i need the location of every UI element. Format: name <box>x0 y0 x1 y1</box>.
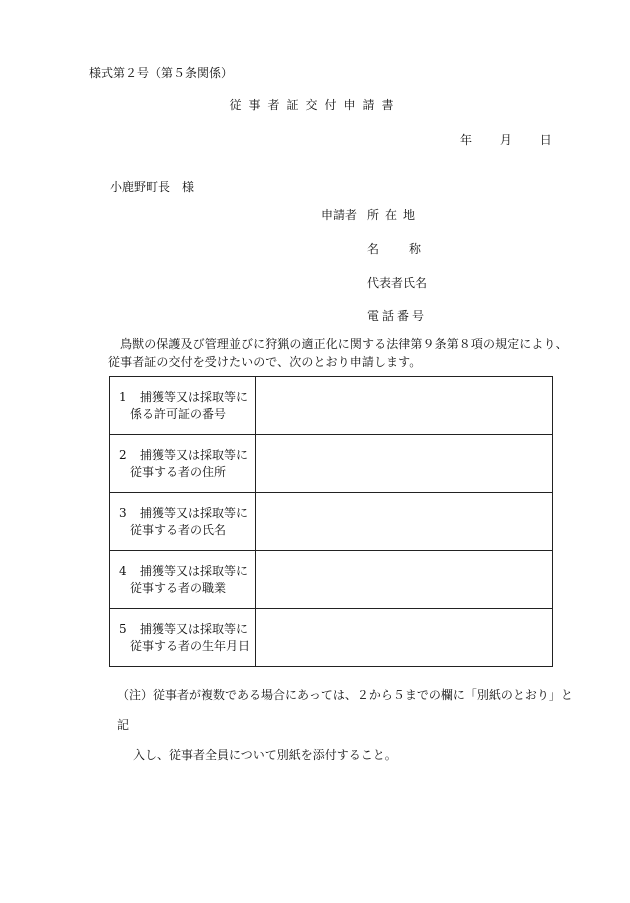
row-label <box>110 493 256 551</box>
form-number: 様式第２号（第５条関係） <box>89 66 234 80</box>
row-number: 4 <box>119 563 127 578</box>
worker-birthdate-field[interactable] <box>256 609 553 667</box>
applicant-phone-label: 電話番号 <box>367 309 428 323</box>
table-row <box>110 435 553 493</box>
table-row <box>110 377 553 435</box>
note-line2: 入し、従事者全員について別紙を添付すること。 <box>133 748 397 762</box>
row-label-line1: 捕獲等又は採取等に <box>140 563 249 578</box>
row-label-line1: 捕獲等又は採取等に <box>140 447 249 462</box>
row-number: 3 <box>119 505 127 520</box>
application-table <box>109 376 553 667</box>
document-title: 従事者証交付申請書 <box>229 98 401 112</box>
row-label-line2: 従事する者の生年月日 <box>130 638 251 653</box>
worker-occupation-field[interactable] <box>256 551 553 609</box>
row-label-line1: 捕獲等又は採取等に <box>140 621 249 636</box>
date-month: 月 <box>499 133 512 147</box>
row-label-line2: 従事する者の職業 <box>130 580 227 595</box>
applicant-name-label: 名称 <box>367 242 452 256</box>
row-label-line1: 捕獲等又は採取等に <box>140 505 249 520</box>
applicant-address-label: 所在地 <box>367 208 422 222</box>
applicant-representative-label: 代表者氏名 <box>367 276 428 290</box>
date-day: 日 <box>539 133 552 147</box>
permit-number-field[interactable] <box>256 377 553 435</box>
table-row <box>110 609 553 667</box>
row-label-line2: 従事する者の氏名 <box>130 522 227 537</box>
row-label <box>110 551 256 609</box>
worker-address-field[interactable] <box>256 435 553 493</box>
row-label <box>110 377 256 435</box>
row-number: 1 <box>119 389 127 404</box>
table-row <box>110 493 553 551</box>
applicant-label: 申請者 <box>321 208 358 222</box>
note-line1: （注）従事者が複数である場合にあっては、２から５までの欄に「別紙のとおり」と記 <box>117 688 573 732</box>
note <box>117 680 577 770</box>
row-label-line2: 従事する者の住所 <box>130 464 227 479</box>
row-label-line2: 係る許可証の番号 <box>130 406 227 421</box>
row-number: 5 <box>119 621 127 636</box>
row-number: 2 <box>119 447 127 462</box>
date-line <box>460 131 552 148</box>
row-label-line1: 捕獲等又は採取等に <box>140 389 249 404</box>
date-year: 年 <box>460 133 473 147</box>
body-text: 鳥獣の保護及び管理並びに狩猟の適正化に関する法律第９条第８項の規定により、従事者証の交付を受けたいので、次のとおり申請します。 <box>108 337 568 369</box>
addressee: 小鹿野町長 様 <box>110 180 195 194</box>
worker-name-field[interactable] <box>256 493 553 551</box>
table-row <box>110 551 553 609</box>
row-label <box>110 435 256 493</box>
row-label <box>110 609 256 667</box>
